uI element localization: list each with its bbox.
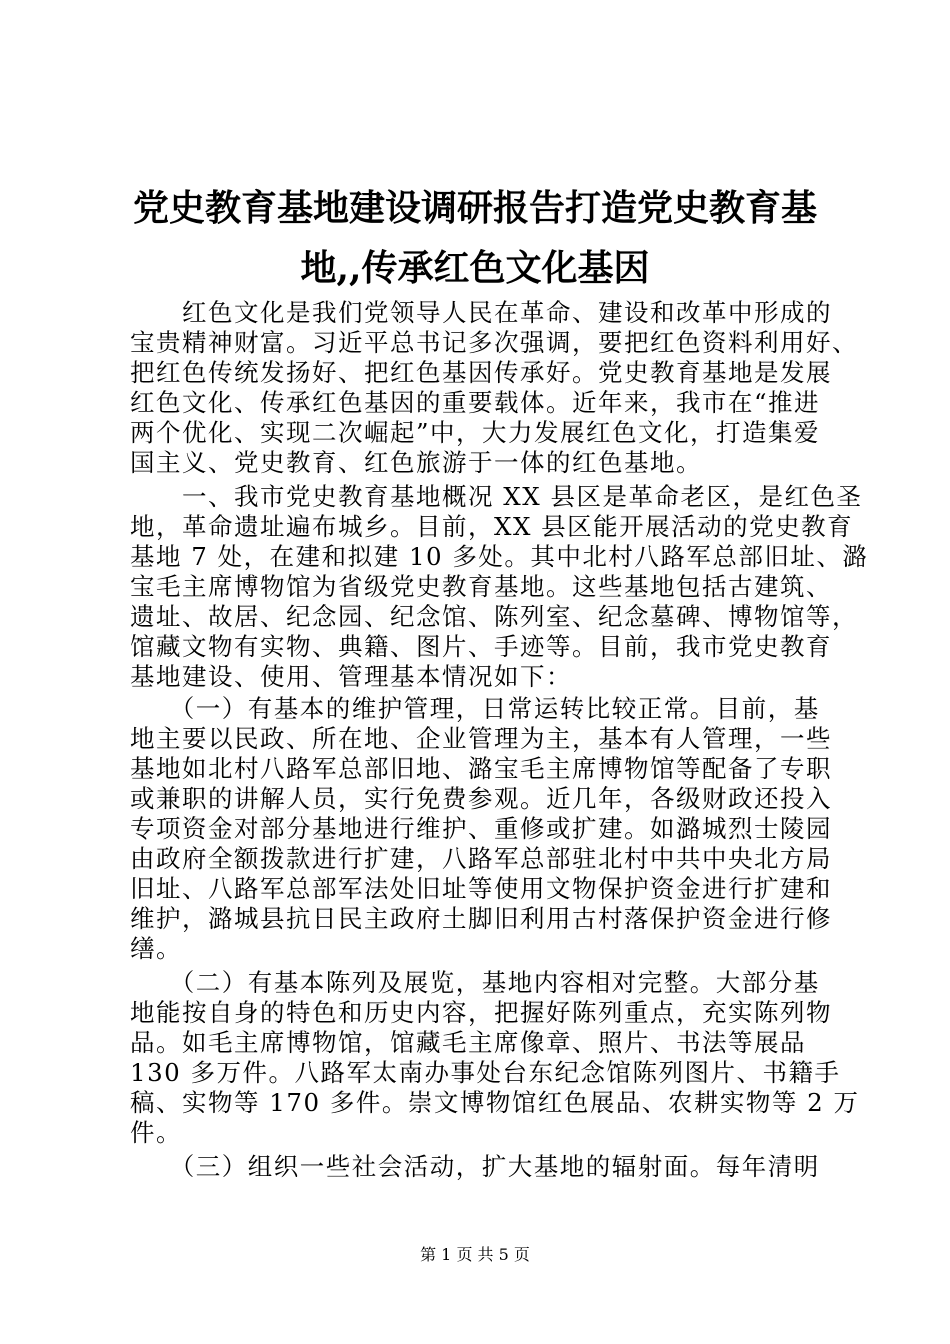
document-title-line-2: 地,,传承红色文化基因 bbox=[300, 247, 650, 289]
body-line: 130 多万件。八路军太南办事处台东纪念馆陈列图片、书籍手 bbox=[130, 1058, 841, 1087]
body-line: 两个优化、实现二次崛起”中，大力发展红色文化，打造集爱 bbox=[130, 418, 821, 447]
body-line: 稿、实物等 170 多件。崇文博物馆红色展品、农耕实物等 2 万 bbox=[130, 1088, 860, 1117]
body-line: 宝贵精神财富。习近平总书记多次强调，要把红色资料利用好、 bbox=[130, 328, 858, 357]
body-line: 旧址、八路军总部军法处旧址等使用文物保护资金进行扩建和 bbox=[130, 874, 832, 903]
body-line: 件。 bbox=[130, 1118, 182, 1147]
body-line: 红色文化、传承红色基因的重要载体。近年来，我市在“推进 bbox=[130, 388, 821, 417]
body-line: 专项资金对部分基地进行维护、重修或扩建。如潞城烈士陵园 bbox=[130, 814, 832, 843]
document-title-line-1: 党史教育基地建设调研报告打造党史教育基 bbox=[132, 187, 817, 229]
body-line: 品。如毛主席博物馆，馆藏毛主席像章、照片、书法等展品 bbox=[130, 1028, 806, 1057]
body-line: 遗址、故居、纪念园、纪念馆、陈列室、纪念墓碑、博物馆等， bbox=[130, 602, 858, 631]
body-line: 宝毛主席博物馆为省级党史教育基地。这些基地包括古建筑、 bbox=[130, 572, 832, 601]
body-line: 地主要以民政、所在地、企业管理为主，基本有人管理，一些 bbox=[130, 724, 832, 753]
body-line: （一）有基本的维护管理，日常运转比较正常。目前，基 bbox=[130, 694, 820, 723]
body-line: 或兼职的讲解人员，实行免费参观。近几年，各级财政还投入 bbox=[130, 784, 832, 813]
body-line: 基地 7 处，在建和拟建 10 多处。其中北村八路军总部旧址、潞 bbox=[130, 542, 869, 571]
body-line: 把红色传统发扬好、把红色基因传承好。党史教育基地是发展 bbox=[130, 358, 832, 387]
body-line: 国主义、党史教育、红色旅游于一体的红色基地。 bbox=[130, 448, 702, 477]
body-line: 维护，潞城县抗日民主政府土脚旧利用古村落保护资金进行修 bbox=[130, 904, 832, 933]
body-line: 缮。 bbox=[130, 934, 182, 963]
page-footer: 第 1 页 共 5 页 bbox=[420, 1245, 530, 1264]
body-line: 基地建设、使用、管理基本情况如下： bbox=[130, 662, 572, 691]
body-line: 地能按自身的特色和历史内容，把握好陈列重点，充实陈列物 bbox=[130, 998, 832, 1027]
body-line: 由政府全额拨款进行扩建，八路军总部驻北村中共中央北方局 bbox=[130, 844, 832, 873]
body-line: 红色文化是我们党领导人民在革命、建设和改革中形成的 bbox=[130, 298, 832, 327]
body-line: 馆藏文物有实物、典籍、图片、手迹等。目前，我市党史教育 bbox=[130, 632, 832, 661]
body-line: 地，革命遗址遍布城乡。目前，XX 县区能开展活动的党史教育 bbox=[130, 512, 854, 541]
body-line: （二）有基本陈列及展览，基地内容相对完整。大部分基 bbox=[130, 968, 820, 997]
body-line: （三）组织一些社会活动，扩大基地的辐射面。每年清明 bbox=[130, 1152, 820, 1181]
body-line: 一、我市党史教育基地概况 XX 县区是革命老区，是红色圣 bbox=[130, 482, 863, 511]
body-line: 基地如北村八路军总部旧地、潞宝毛主席博物馆等配备了专职 bbox=[130, 754, 832, 783]
